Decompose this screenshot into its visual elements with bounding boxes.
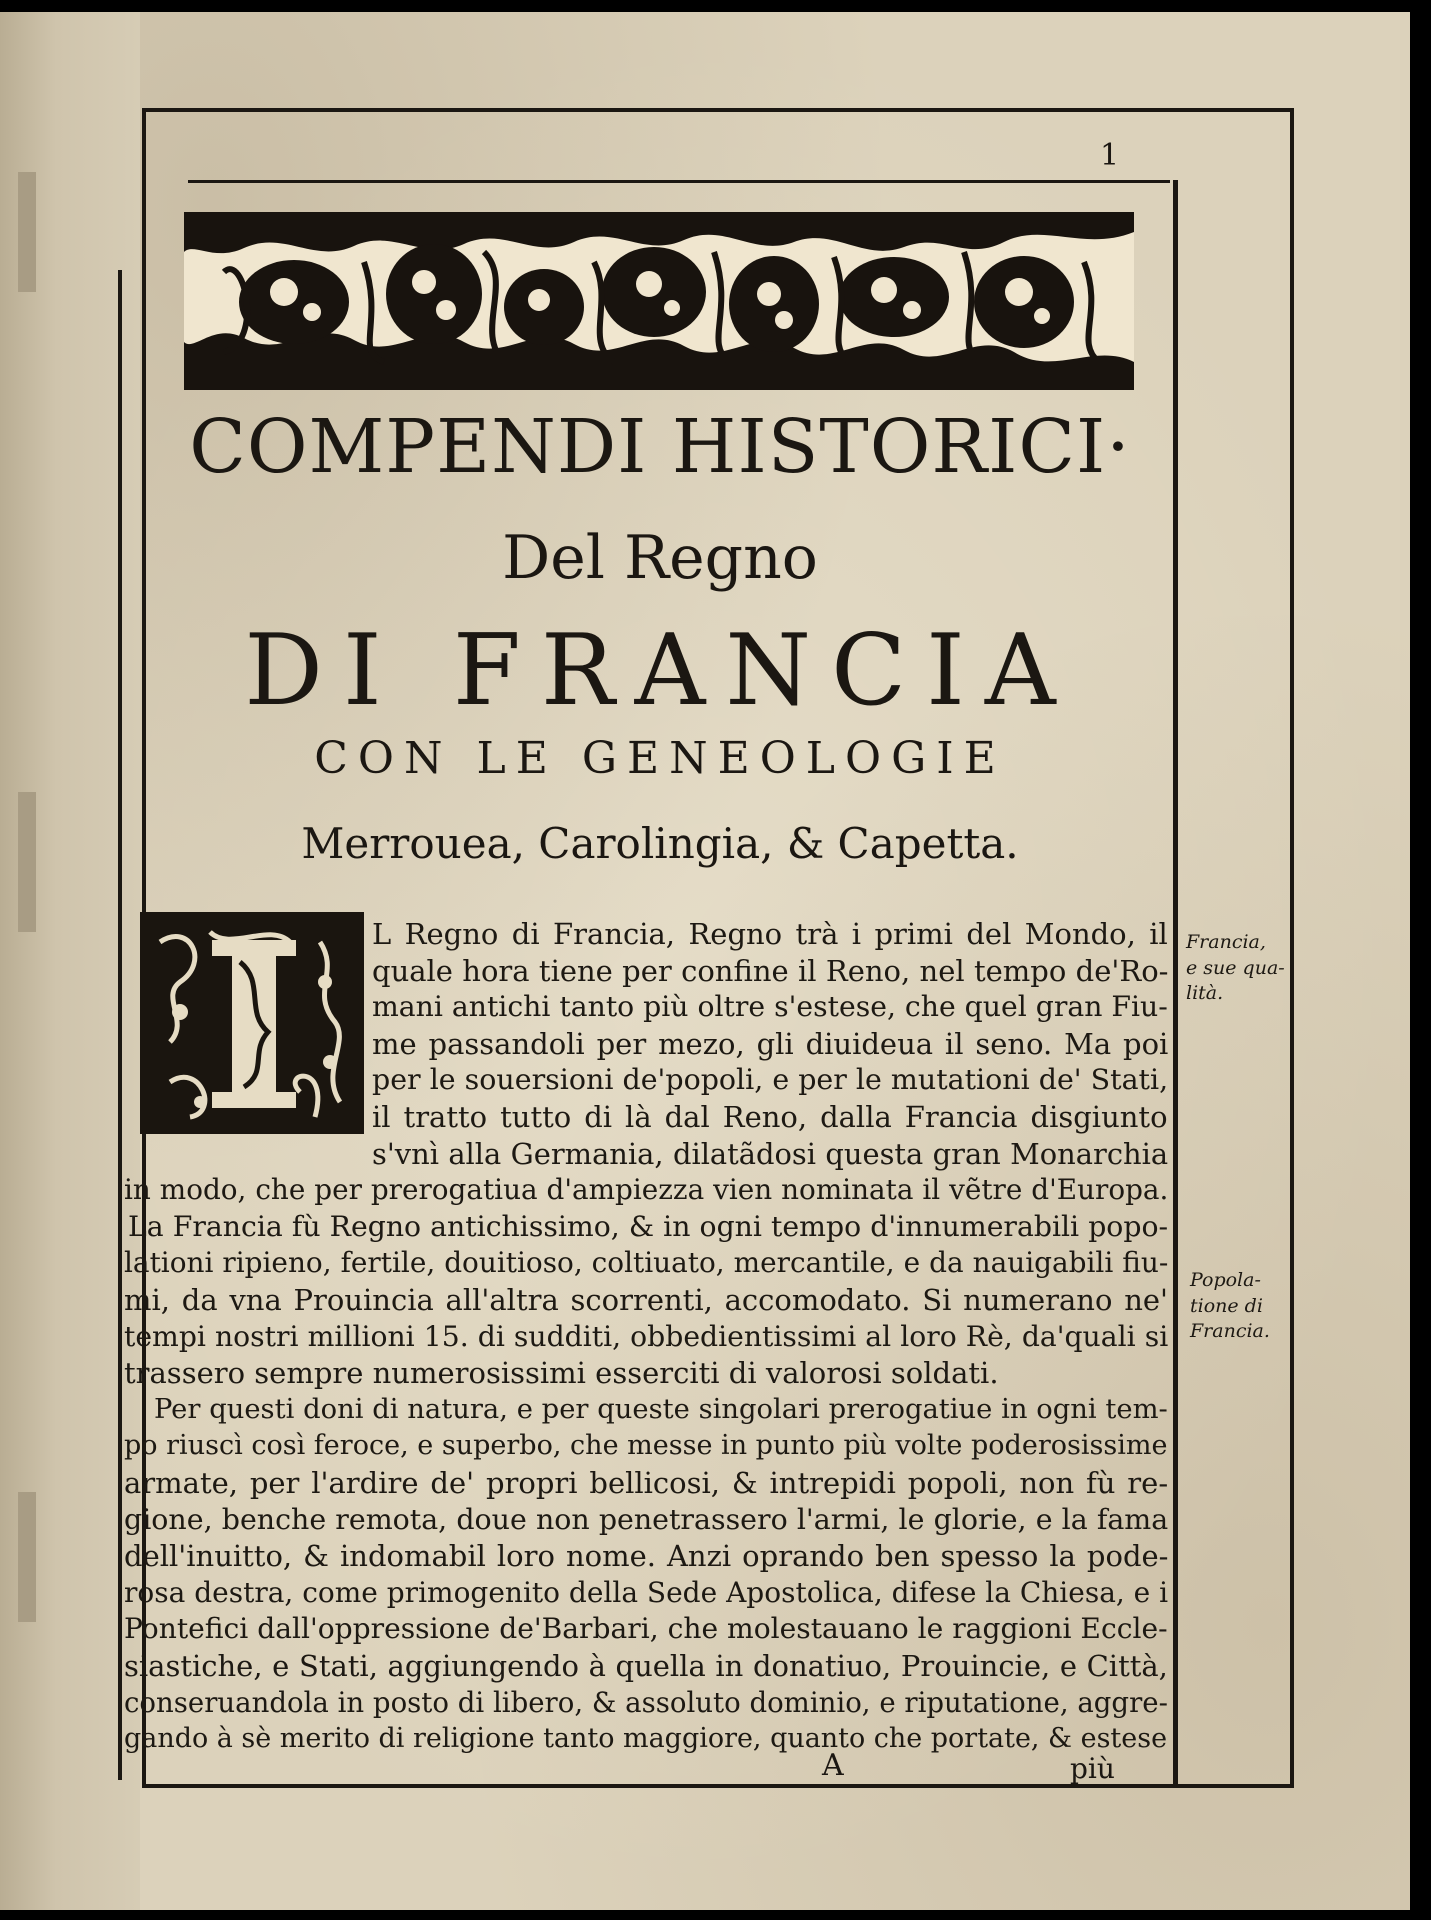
margin-note-line: Francia,: [1186, 931, 1266, 953]
body-line: Pontefici dall'oppressione de'Barbari, che molestauano le raggioni Eccle-: [124, 1612, 1168, 1646]
margin-note-line: lità.: [1186, 982, 1224, 1005]
catchword: più: [1070, 1752, 1115, 1785]
body-line: quale hora tiene per confine il Reno, nel tempo de'Ro-: [372, 953, 1169, 988]
body-line: trassero sempre numerosissimi esserciti di valorosi soldati.: [124, 1356, 999, 1391]
body-line: dell'inuitto, & indomabil loro nome. Anzi oprando ben spesso la pode-: [124, 1539, 1169, 1574]
page-number: 1: [1100, 138, 1120, 173]
margin-note-line: tione di: [1190, 1294, 1263, 1317]
title-geneologie: CON LE GENEOLOGIE: [314, 733, 1006, 784]
body-line: L Regno di Francia, Regno trà i primi del Mondo, il: [372, 917, 1168, 951]
body-line: lationi ripieno, fertile, douitioso, coltiuato, mercantile, e da nauigabili fiu-: [124, 1246, 1169, 1280]
body-line: po riuscì così feroce, e superbo, che messe in punto più volte poderosissime: [124, 1430, 1168, 1462]
body-line: conseruandola in posto di libero, & assoluto dominio, e riputatione, aggre-: [124, 1685, 1168, 1719]
body-line: me passandoli per mezo, gli diuideua il seno. Ma poi: [372, 1026, 1169, 1061]
title-compendi-historici: COMPENDI HISTORICI·: [189, 404, 1131, 490]
body-line: s'vnì alla Germania, dilatãdosi questa gran Monarchia: [372, 1136, 1169, 1171]
title-del-regno: Del Regno: [502, 523, 818, 593]
body-line: per le souersioni de'popoli, e per le mutationi de' Stati,: [372, 1063, 1169, 1097]
frame-rule: [188, 180, 1170, 183]
frame-rule: [118, 270, 122, 1780]
body-line: gando à sè merito di religione tanto maggiore, quanto che portate, & estese: [124, 1723, 1168, 1755]
body-line: Per questi doni di natura, e per queste singolari prerogatiue in ogni tem-: [154, 1393, 1168, 1425]
body-line: rosa destra, come primogenito della Sede Apostolica, difese la Chiesa, e i: [124, 1575, 1169, 1609]
body-line: armate, per l'ardire de' propri bellicosi, & intrepidi popoli, non fù re-: [124, 1466, 1169, 1500]
woodcut-ornament-banner: [184, 212, 1134, 390]
frame-rule: [1290, 136, 1294, 1788]
margin-note-popolatione: [1190, 1268, 1270, 1345]
body-line: tempi nostri millioni 15. di sudditi, obbedientissimi al loro Rè, da'quali si: [124, 1319, 1169, 1353]
margin-note-line: Popola-: [1190, 1269, 1261, 1291]
body-line: La Francia fù Regno antichissimo, & in ogni tempo d'innumerabili popo-: [128, 1209, 1169, 1243]
frame-rule: [1173, 180, 1178, 1788]
body-line: siastiche, e Stati, aggiungendo à quella in donatiuo, Prouincie, e Città,: [124, 1649, 1168, 1683]
margin-note-line: e sue qua-: [1186, 956, 1285, 979]
title-di-francia: DI FRANCIA: [244, 614, 1076, 728]
binding-stitch: [18, 172, 36, 292]
margin-note-francia: [1186, 930, 1285, 1007]
body-line: mani antichi tanto più oltre s'estese, che quel gran Fiu-: [372, 990, 1168, 1024]
decorated-initial-i: [140, 912, 364, 1134]
binding-stitch: [18, 792, 36, 932]
signature-mark: A: [822, 1748, 844, 1783]
body-line: il tratto tutto di là dal Reno, dalla Francia disgiunto: [372, 1100, 1168, 1134]
body-line: mi, da vna Prouincia all'altra scorrenti, accomodato. Si numerano ne': [124, 1283, 1169, 1317]
body-line: in modo, che per prerogatiua d'ampiezza vien nominata il vẽtre d'Europa.: [124, 1173, 1169, 1207]
body-line: gione, benche remota, doue non penetrassero l'armi, le glorie, e la fama: [124, 1502, 1169, 1536]
margin-note-line: Francia.: [1190, 1320, 1270, 1343]
binding-stitch: [18, 1492, 36, 1622]
title-dynasties: Merrouea, Carolingia, & Capetta.: [301, 819, 1019, 868]
